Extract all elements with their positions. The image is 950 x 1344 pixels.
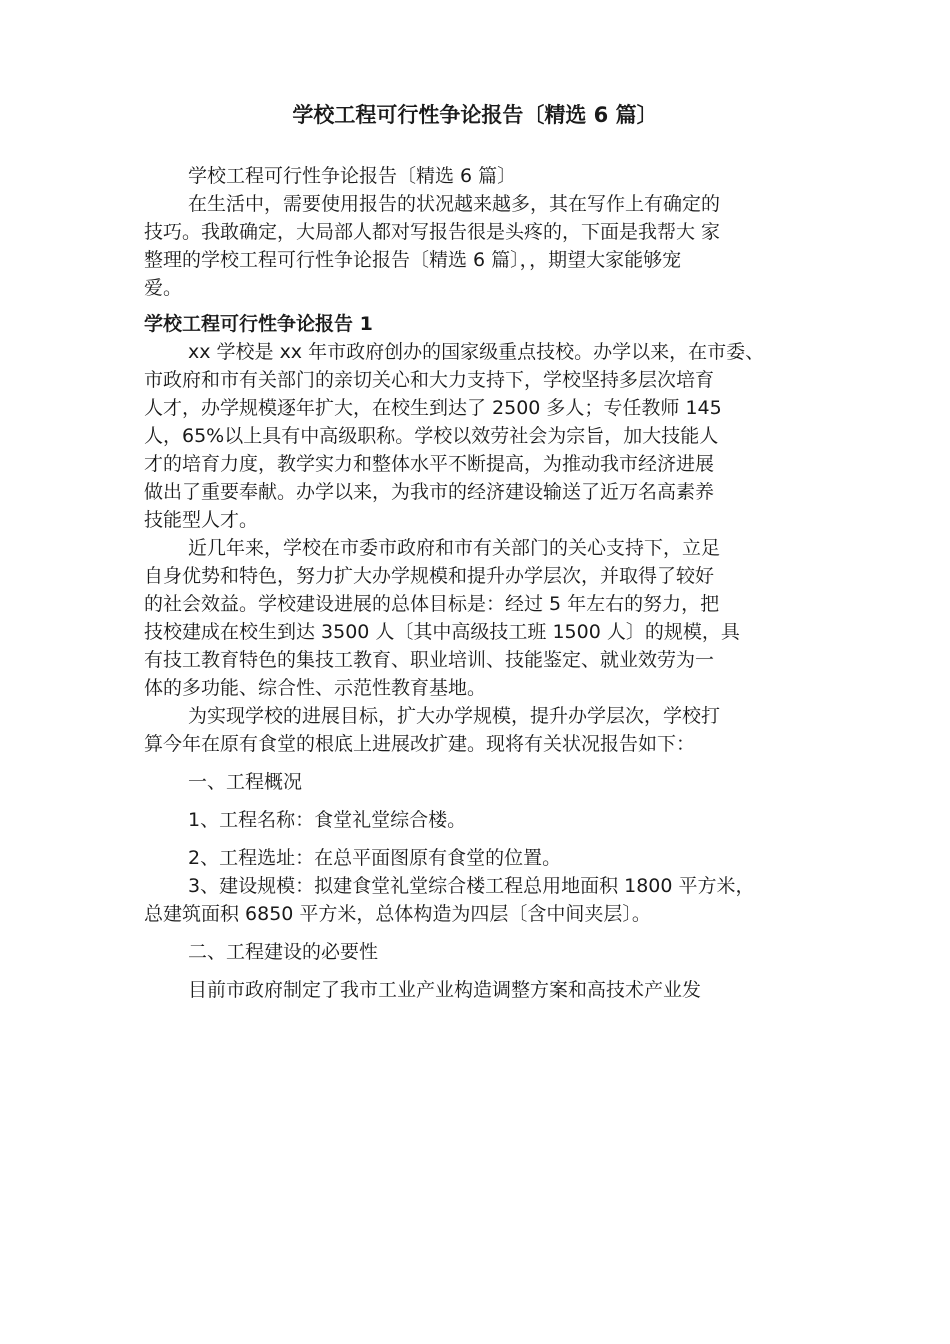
text-line: xx 学校是 xx 年市政府创办的国家级重点技校。办学以来，在市委、: [188, 341, 765, 363]
text-line: 的社会效益。学校建设进展的总体目标是：经过 5 年左右的努力，把: [144, 593, 720, 615]
list-item: 1、工程名称：食堂礼堂综合楼。: [188, 809, 467, 831]
text-line: 人，65%以上具有中高级职称。学校以效劳社会为宗旨，加大技能人: [144, 425, 719, 447]
text-line: 为实现学校的进展目标，扩大办学规模，提升办学层次，学校打: [188, 705, 721, 727]
document-title: 学校工程可行性争论报告〔精选 6 篇〕: [292, 103, 658, 127]
text-line: 在生活中，需要使用报告的状况越来越多，其在写作上有确定的: [188, 193, 721, 215]
text-line: 人才，办学规模逐年扩大，在校生到达了 2500 多人；专任教师 145: [144, 397, 722, 419]
text-line: 有技工教育特色的集技工教育、职业培训、技能鉴定、就业效劳为一: [144, 649, 715, 671]
text-line: 算今年在原有食堂的根底上进展改扩建。现将有关状况报告如下：: [144, 733, 696, 755]
list-heading: 一、工程概况: [188, 771, 303, 793]
text-line: 学校工程可行性争论报告〔精选 6 篇〕: [188, 165, 517, 187]
text-line: 自身优势和特色，努力扩大办学规模和提升办学层次，并取得了较好: [144, 565, 715, 587]
document-body: [144, 162, 834, 1004]
text-line: 市政府和市有关部门的亲切关心和大力支持下，学校坚持多层次培育: [144, 369, 715, 391]
text-line: 整理的学校工程可行性争论报告〔精选 6 篇〕，，期望大家能够宠: [144, 249, 682, 271]
list-heading: 二、工程建设的必要性: [188, 941, 379, 963]
text-line: 才的培育力度，教学实力和整体水平不断提高，为推动我市经济进展: [144, 453, 715, 475]
text-line: 爱。: [144, 277, 183, 299]
list-item: 3、建设规模：拟建食堂礼堂综合楼工程总用地面积 1800 平方米，: [188, 875, 755, 897]
list-item: 2、工程选址：在总平面图原有食堂的位置。: [188, 847, 562, 869]
text-line: 做出了重要奉献。办学以来，为我市的经济建设输送了近万名高素养: [144, 481, 715, 503]
text-line: 技校建成在校生到达 3500 人〔其中高级技工班 1500 人〕的规模，具: [144, 621, 740, 643]
text-line: 技巧。我敢确定，大局部人都对写报告很是头疼的，下面是我帮大 家: [144, 221, 721, 243]
text-line: 近几年来，学校在市委市政府和市有关部门的关心支持下，立足: [188, 537, 721, 559]
section-heading: 学校工程可行性争论报告 1: [144, 313, 373, 335]
text-line: 目前市政府制定了我市工业产业构造调整方案和高技术产业发: [188, 979, 702, 1001]
text-line: 体的多功能、综合性、示范性教育基地。: [144, 677, 487, 699]
text-line: 技能型人才。: [144, 509, 259, 531]
text-line: 总建筑面积 6850 平方米，总体构造为四层〔含中间夹层〕。: [144, 903, 651, 925]
